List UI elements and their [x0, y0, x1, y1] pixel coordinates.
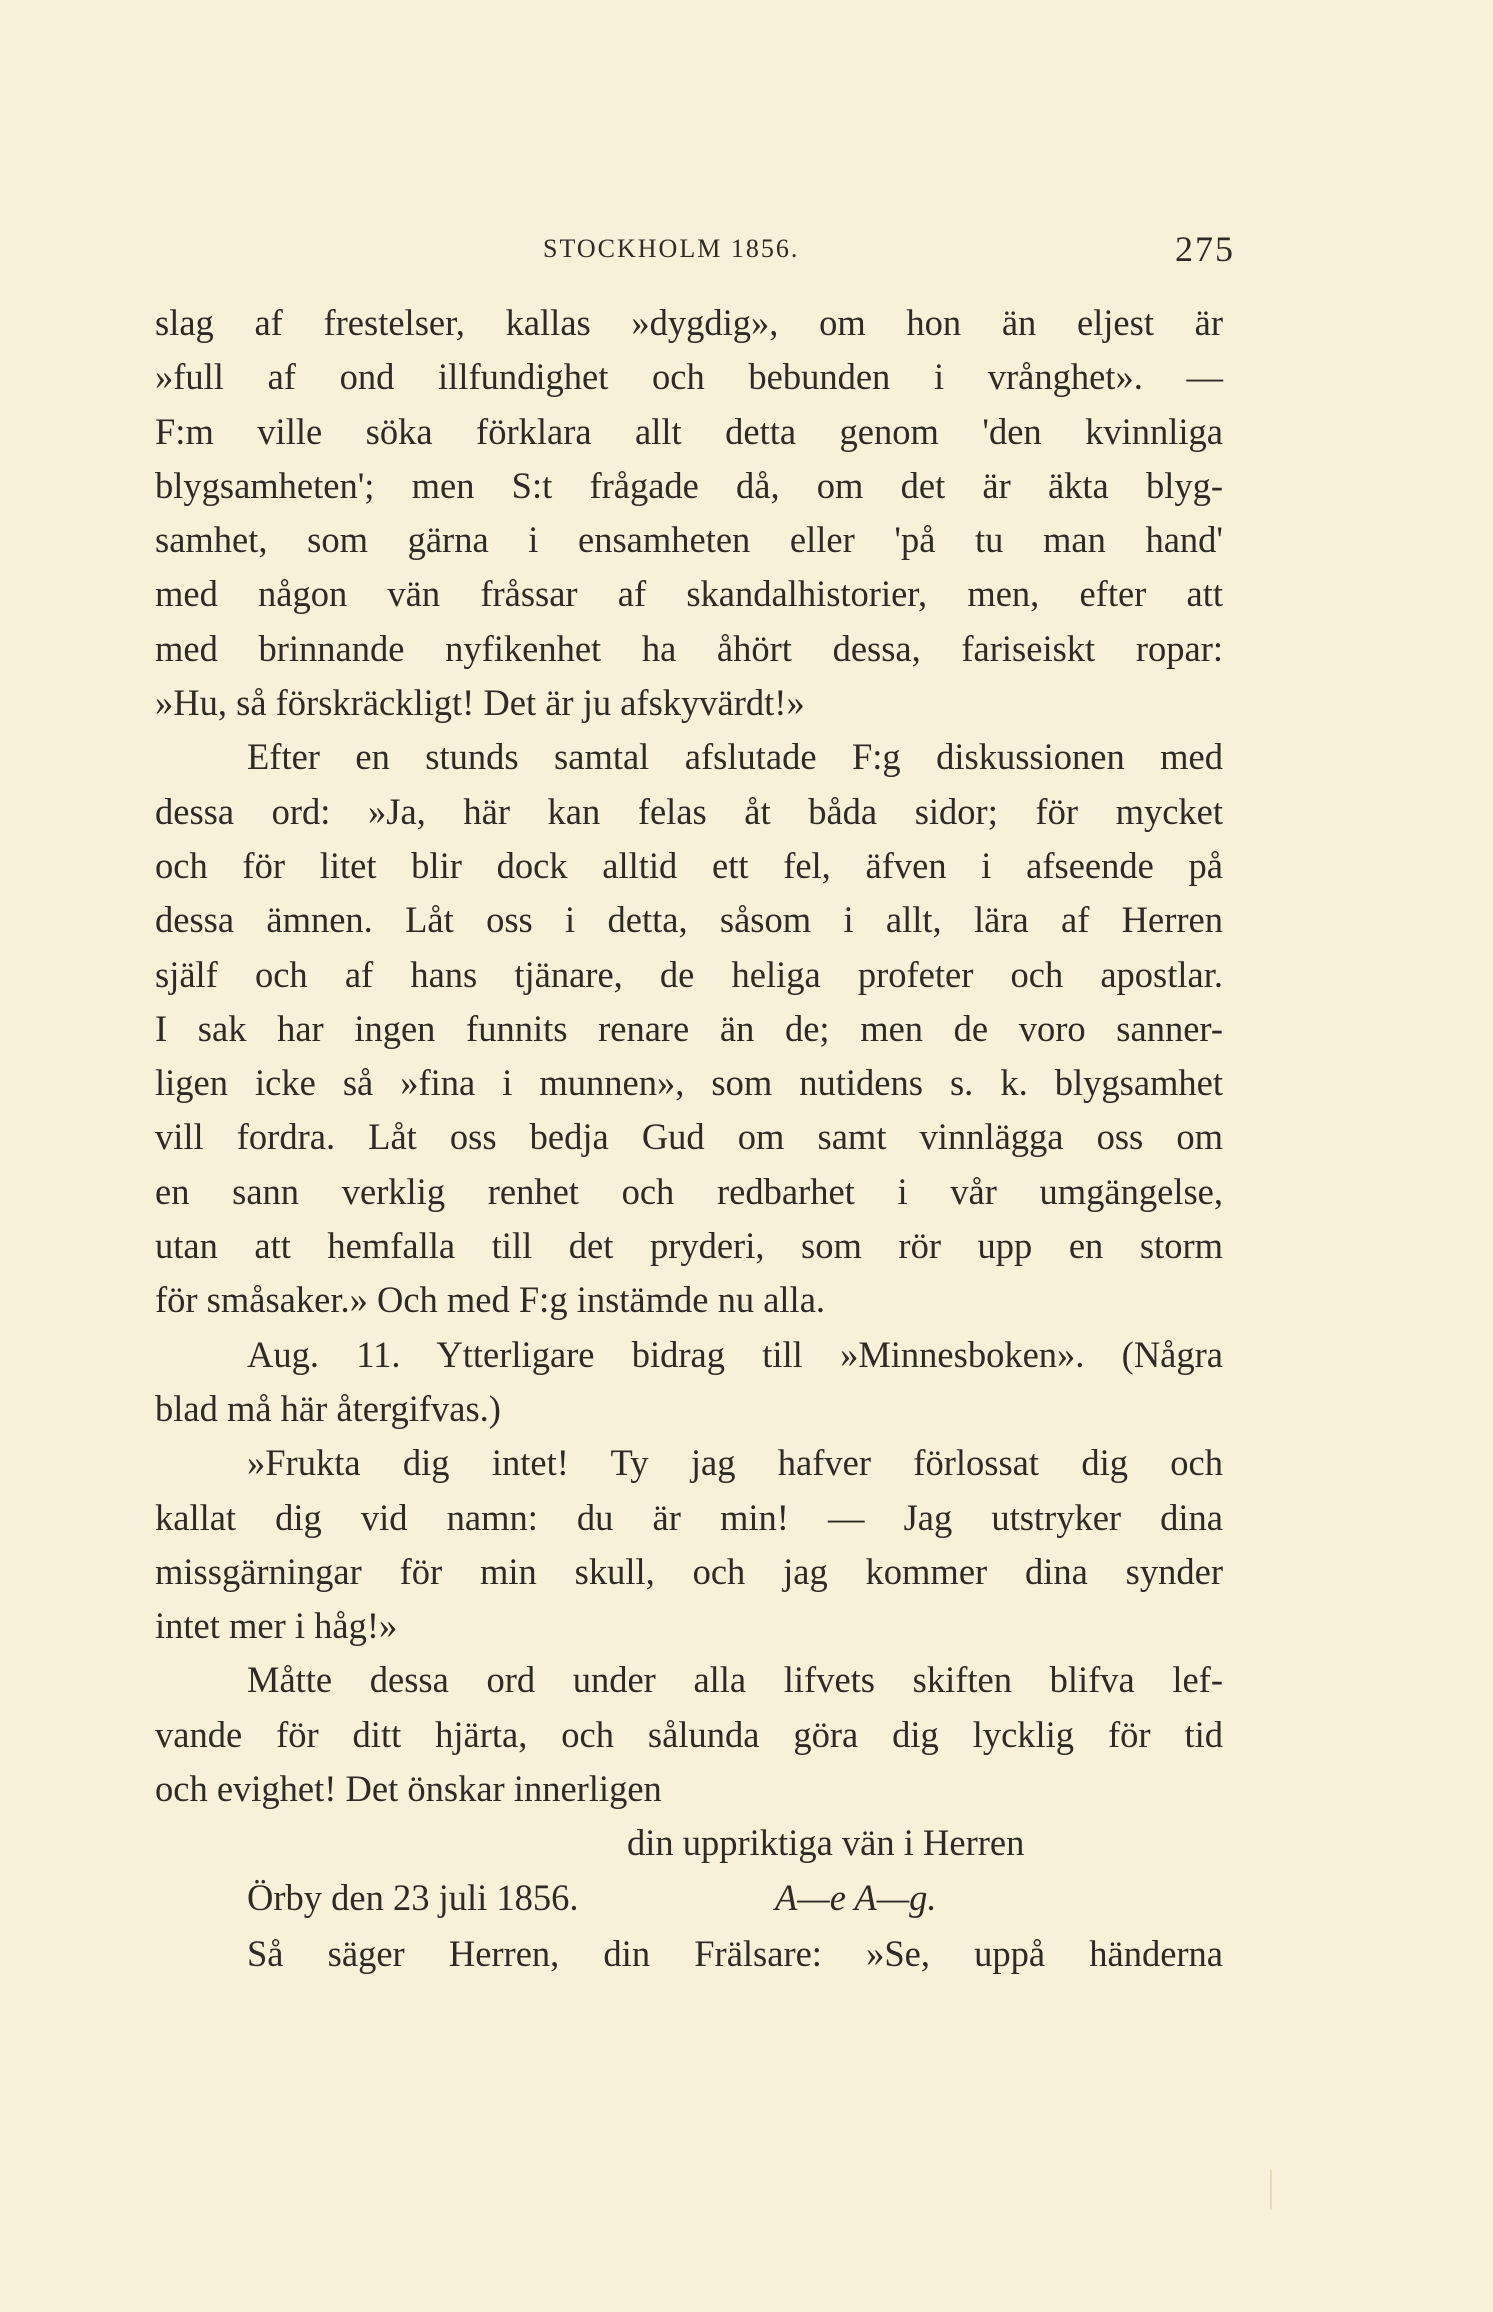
text-line: och evighet! Det önskar innerligen: [155, 1768, 662, 1810]
text-line: själf och af hans tjänare, de heliga profeter och apostlar.: [155, 953, 1223, 995]
signature-initials: A—e A—g.: [775, 1876, 937, 1918]
text-line: F:m ville söka förklara allt detta genom 'den kvinnliga: [155, 410, 1223, 452]
text-line: vande för ditt hjärta, och sålunda göra dig lycklig för tid: [155, 1713, 1223, 1755]
paragraph: [155, 1927, 1223, 1981]
place-date: Örby den 23 juli 1856.: [247, 1876, 579, 1918]
text-line: Så säger Herren, din Frälsare: »Se, uppå händerna: [247, 1932, 1223, 1974]
text-line: dessa ord: »Ja, här kan felas åt båda sidor; för mycket: [155, 790, 1223, 832]
salutation: din uppriktiga vän i Herren: [627, 1822, 1025, 1864]
paragraph: [155, 296, 1223, 730]
text-line: intet mer i håg!»: [155, 1605, 398, 1647]
text-line: Efter en stunds samtal afslutade F:g diskussionen med: [247, 736, 1223, 778]
text-line: utan att hemfalla till det pryderi, som rör upp en storm: [155, 1225, 1223, 1267]
text-line: med någon vän fråssar af skandalhistorier, men, efter att: [155, 573, 1223, 615]
closing: [155, 1816, 1223, 1925]
text-line: samhet, som gärna i ensamheten eller 'på tu man hand': [155, 519, 1223, 561]
text-line: dessa ämnen. Låt oss i detta, såsom i allt, lära af Herren: [155, 899, 1223, 941]
text-line: blad må här återgifvas.): [155, 1387, 501, 1429]
text-line: ligen icke så »fina i munnen», som nutidens s. k. blygsamhet: [155, 1062, 1223, 1104]
text-line: Måtte dessa ord under alla lifvets skiften blifva lef-: [247, 1659, 1223, 1701]
signature-line: [155, 1871, 1223, 1925]
text-line: blygsamheten'; men S:t frågade då, om det är äkta blyg-: [155, 464, 1223, 506]
text-line: »Frukta dig intet! Ty jag hafver förlossat dig och: [247, 1442, 1223, 1484]
text-line: Aug. 11. Ytterligare bidrag till »Minnesboken». (Några: [247, 1333, 1223, 1375]
page-number: 275: [1175, 229, 1235, 269]
paper-blemish: [1270, 2170, 1272, 2210]
body-text: [155, 296, 1223, 1981]
text-line: för småsaker.» Och med F:g instämde nu alla.: [155, 1279, 826, 1321]
text-line: kallat dig vid namn: du är min! — Jag utstryker dina: [155, 1496, 1223, 1538]
text-line: »Hu, så förskräckligt! Det är ju afskyvärdt!»: [155, 682, 805, 724]
running-title: STOCKHOLM 1856.: [543, 234, 800, 263]
text-line: missgärningar för min skull, och jag kommer dina synder: [155, 1550, 1223, 1592]
paragraph: [155, 1436, 1223, 1653]
running-head: [0, 226, 1493, 276]
text-line: med brinnande nyfikenhet ha åhört dessa, fariseiskt ropar:: [155, 627, 1223, 669]
paragraph: [155, 730, 1223, 1327]
text-line: »full af ond illfundighet och bebunden i vrånghet». —: [155, 356, 1223, 398]
text-line: och för litet blir dock alltid ett fel, äfven i afseende på: [155, 844, 1223, 886]
paragraph: [155, 1328, 1223, 1437]
text-line: I sak har ingen funnits renare än de; men de voro sanner-: [155, 1007, 1223, 1049]
paragraph: [155, 1653, 1223, 1816]
text-line: en sann verklig renhet och redbarhet i vår umgängelse,: [155, 1170, 1223, 1212]
text-line: slag af frestelser, kallas »dygdig», om hon än eljest är: [155, 302, 1223, 343]
text-line: vill fordra. Låt oss bedja Gud om samt vinnlägga oss om: [155, 1116, 1223, 1158]
